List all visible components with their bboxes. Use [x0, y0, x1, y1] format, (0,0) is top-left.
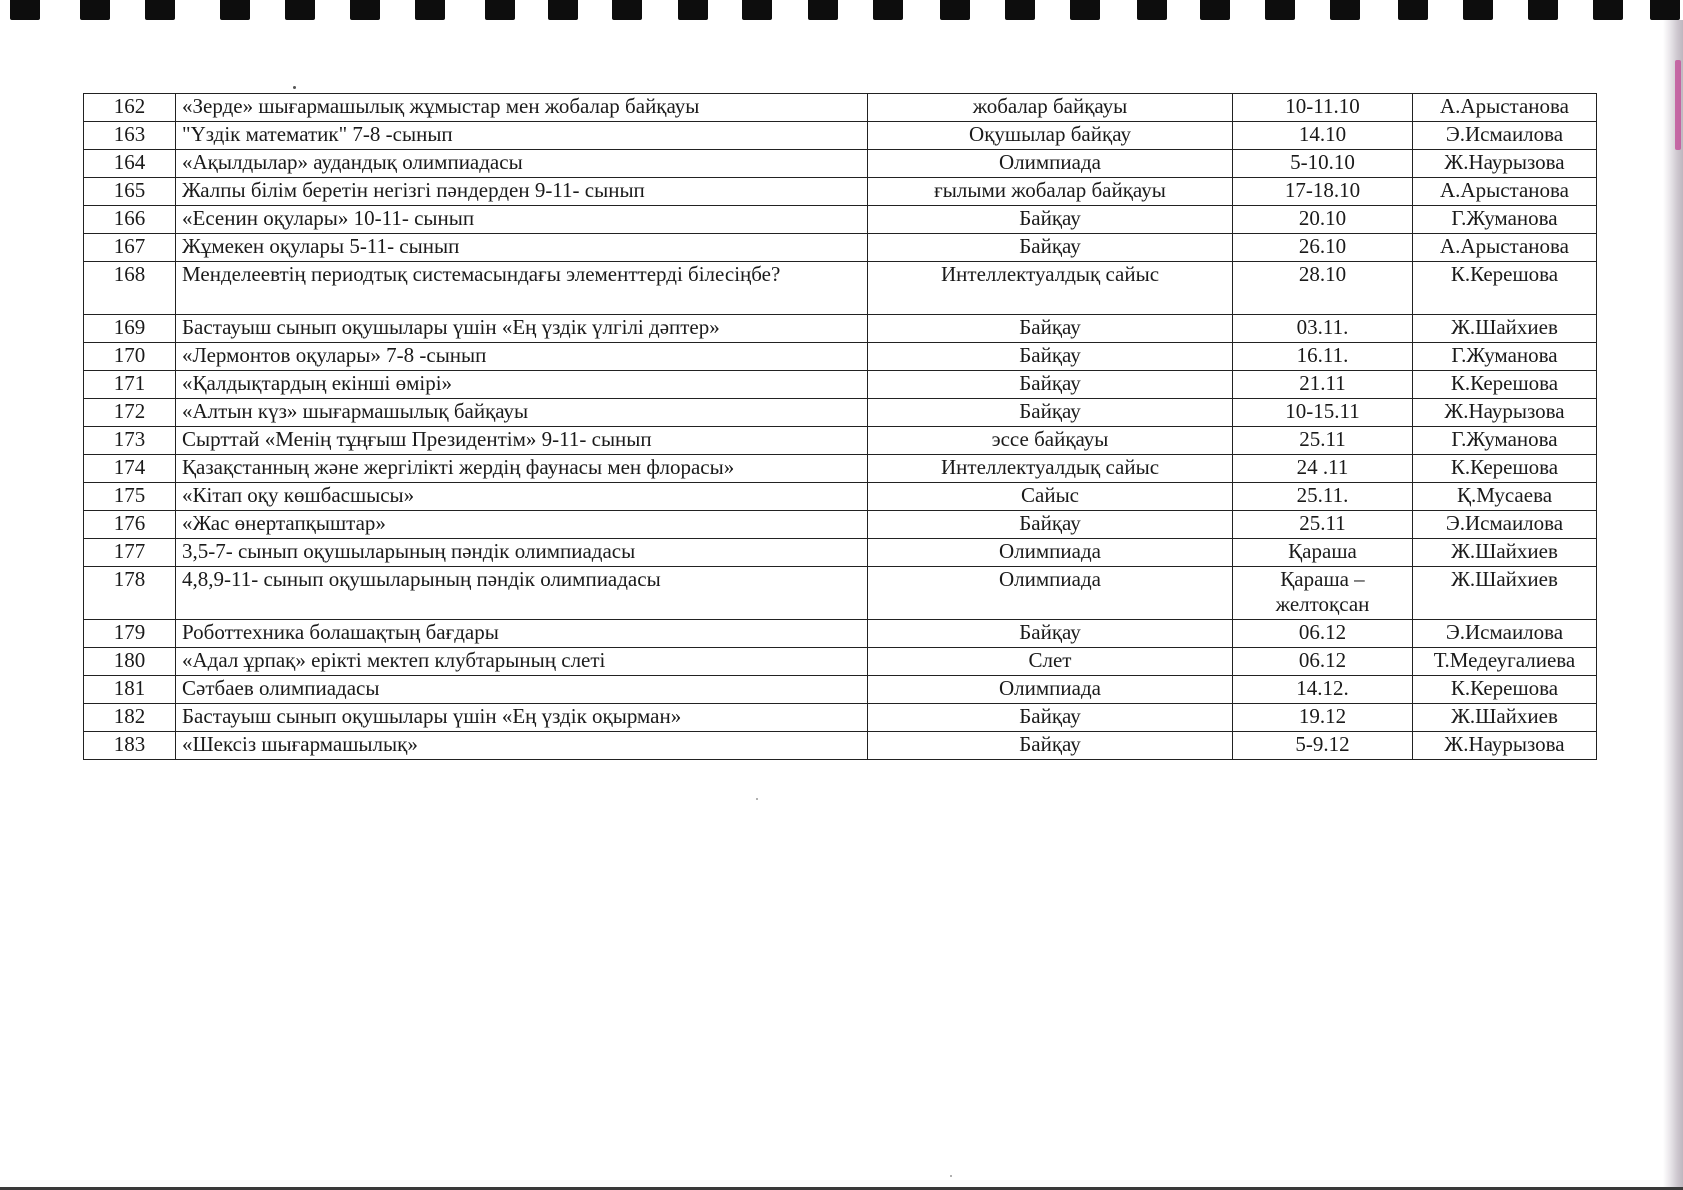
binding-hole: [742, 0, 772, 20]
event-name-cell: «Қалдықтардың екінші өмірі»: [176, 371, 868, 399]
event-name-cell: «Адал ұрпақ» ерікті мектеп клубтарының слеті: [176, 648, 868, 676]
event-date-cell: 28.10: [1233, 262, 1413, 315]
row-number-cell: 177: [84, 539, 176, 567]
event-date-cell: 26.10: [1233, 234, 1413, 262]
event-type-cell: жобалар байқауы: [868, 94, 1233, 122]
row-number-cell: 169: [84, 315, 176, 343]
binding-holes: [0, 0, 1683, 24]
row-number-cell: 164: [84, 150, 176, 178]
row-number-cell: 166: [84, 206, 176, 234]
table-row: [84, 620, 1597, 648]
event-name-cell: Менделеевтің периодтық системасындағы элементтерді білесіңбе?: [176, 262, 868, 315]
event-date-cell: 14.10: [1233, 122, 1413, 150]
binding-hole: [873, 0, 903, 20]
event-name-cell: «Шексіз шығармашылық»: [176, 732, 868, 760]
event-date-cell: 20.10: [1233, 206, 1413, 234]
binding-hole: [1137, 0, 1167, 20]
event-type-cell: ғылыми жобалар байқауы: [868, 178, 1233, 206]
event-name-cell: «Лермонтов оқулары» 7-8 -сынып: [176, 343, 868, 371]
binding-hole: [415, 0, 445, 20]
responsible-person-cell: А.Арыстанова: [1413, 94, 1597, 122]
event-date-cell: 06.12: [1233, 620, 1413, 648]
binding-hole: [1650, 0, 1680, 20]
binding-hole: [1528, 0, 1558, 20]
event-date-cell: 25.11: [1233, 511, 1413, 539]
event-name-cell: Роботтехника болашақтың бағдары: [176, 620, 868, 648]
events-table: [83, 93, 1597, 760]
binding-hole: [145, 0, 175, 20]
responsible-person-cell: К.Керешова: [1413, 676, 1597, 704]
table-row: [84, 206, 1597, 234]
row-number-cell: 173: [84, 427, 176, 455]
event-name-cell: Жұмекен оқулары 5-11- сынып: [176, 234, 868, 262]
binding-hole: [808, 0, 838, 20]
row-number-cell: 175: [84, 483, 176, 511]
event-type-cell: Оқушылар байқау: [868, 122, 1233, 150]
event-name-cell: «Кітап оқу көшбасшысы»: [176, 483, 868, 511]
scan-speck: [756, 798, 758, 800]
table-row: [84, 262, 1597, 315]
event-date-cell: 10-15.11: [1233, 399, 1413, 427]
responsible-person-cell: Э.Исмаилова: [1413, 511, 1597, 539]
event-type-cell: Олимпиада: [868, 539, 1233, 567]
event-name-cell: «Зерде» шығармашылық жұмыстар мен жобалар байқауы: [176, 94, 868, 122]
event-name-cell: 4,8,9-11- сынып оқушыларының пәндік олимпиадасы: [176, 567, 868, 620]
responsible-person-cell: Г.Жуманова: [1413, 343, 1597, 371]
responsible-person-cell: Ж.Наурызова: [1413, 150, 1597, 178]
row-number-cell: 172: [84, 399, 176, 427]
event-name-cell: «Ақылдылар» аудандық олимпиадасы: [176, 150, 868, 178]
table-row: [84, 676, 1597, 704]
row-number-cell: 163: [84, 122, 176, 150]
binding-hole: [350, 0, 380, 20]
event-type-cell: Байқау: [868, 704, 1233, 732]
row-number-cell: 178: [84, 567, 176, 620]
binding-hole: [10, 0, 40, 20]
binding-hole: [1005, 0, 1035, 20]
event-date-cell: 03.11.: [1233, 315, 1413, 343]
responsible-person-cell: К.Керешова: [1413, 371, 1597, 399]
row-number-cell: 181: [84, 676, 176, 704]
binding-hole: [485, 0, 515, 20]
row-number-cell: 165: [84, 178, 176, 206]
binding-hole: [1398, 0, 1428, 20]
event-name-cell: Жалпы білім беретін негізгі пәндерден 9-11- сынып: [176, 178, 868, 206]
table-row: [84, 539, 1597, 567]
table-row: [84, 178, 1597, 206]
event-type-cell: Байқау: [868, 732, 1233, 760]
event-date-cell: 14.12.: [1233, 676, 1413, 704]
scan-speck: [950, 1175, 952, 1177]
responsible-person-cell: Ж.Шайхиев: [1413, 315, 1597, 343]
event-type-cell: Олимпиада: [868, 676, 1233, 704]
event-name-cell: «Жас өнертапқыштар»: [176, 511, 868, 539]
row-number-cell: 176: [84, 511, 176, 539]
row-number-cell: 170: [84, 343, 176, 371]
responsible-person-cell: К.Керешова: [1413, 262, 1597, 315]
row-number-cell: 182: [84, 704, 176, 732]
table-row: [84, 234, 1597, 262]
responsible-person-cell: Қ.Мусаева: [1413, 483, 1597, 511]
table-row: [84, 455, 1597, 483]
table-row: [84, 399, 1597, 427]
page-edge-mark: [1675, 60, 1681, 150]
event-name-cell: Бастауыш сынып оқушылары үшін «Ең үздік оқырман»: [176, 704, 868, 732]
event-type-cell: Байқау: [868, 371, 1233, 399]
event-type-cell: Байқау: [868, 343, 1233, 371]
table-row: [84, 483, 1597, 511]
binding-hole: [220, 0, 250, 20]
event-name-cell: Сырттай «Менің тұңғыш Президентім» 9-11- сынып: [176, 427, 868, 455]
event-type-cell: Олимпиада: [868, 567, 1233, 620]
binding-hole: [80, 0, 110, 20]
responsible-person-cell: Ж.Наурызова: [1413, 399, 1597, 427]
row-number-cell: 171: [84, 371, 176, 399]
table-row: [84, 567, 1597, 620]
binding-hole: [1200, 0, 1230, 20]
event-date-cell: 16.11.: [1233, 343, 1413, 371]
event-type-cell: Слет: [868, 648, 1233, 676]
binding-hole: [940, 0, 970, 20]
event-type-cell: Байқау: [868, 234, 1233, 262]
responsible-person-cell: Г.Жуманова: [1413, 427, 1597, 455]
event-date-cell: Қараша – желтоқсан: [1233, 567, 1413, 620]
event-type-cell: Байқау: [868, 399, 1233, 427]
event-date-cell: 10-11.10: [1233, 94, 1413, 122]
binding-hole: [548, 0, 578, 20]
event-type-cell: Байқау: [868, 206, 1233, 234]
binding-hole: [678, 0, 708, 20]
binding-hole: [1593, 0, 1623, 20]
row-number-cell: 168: [84, 262, 176, 315]
table-row: [84, 704, 1597, 732]
binding-hole: [612, 0, 642, 20]
responsible-person-cell: К.Керешова: [1413, 455, 1597, 483]
event-name-cell: "Үздік математик" 7-8 -сынып: [176, 122, 868, 150]
table-row: [84, 94, 1597, 122]
event-type-cell: Байқау: [868, 620, 1233, 648]
event-date-cell: 25.11.: [1233, 483, 1413, 511]
event-type-cell: Сайыс: [868, 483, 1233, 511]
responsible-person-cell: Ж.Шайхиев: [1413, 567, 1597, 620]
event-type-cell: Байқау: [868, 511, 1233, 539]
table-row: [84, 427, 1597, 455]
table-row: [84, 511, 1597, 539]
binding-hole: [1330, 0, 1360, 20]
event-name-cell: «Алтын күз» шығармашылық байқауы: [176, 399, 868, 427]
event-type-cell: Байқау: [868, 315, 1233, 343]
event-date-cell: 25.11: [1233, 427, 1413, 455]
binding-hole: [1463, 0, 1493, 20]
event-type-cell: эссе байқауы: [868, 427, 1233, 455]
event-date-cell: 06.12: [1233, 648, 1413, 676]
table-row: [84, 371, 1597, 399]
event-type-cell: Интеллектуалдық сайыс: [868, 262, 1233, 315]
responsible-person-cell: Э.Исмаилова: [1413, 620, 1597, 648]
table-row: [84, 315, 1597, 343]
binding-hole: [1265, 0, 1295, 20]
scan-speck: [293, 86, 296, 89]
responsible-person-cell: А.Арыстанова: [1413, 178, 1597, 206]
row-number-cell: 183: [84, 732, 176, 760]
event-type-cell: Интеллектуалдық сайыс: [868, 455, 1233, 483]
events-table-body: [84, 94, 1597, 760]
event-date-cell: 21.11: [1233, 371, 1413, 399]
event-date-cell: 17-18.10: [1233, 178, 1413, 206]
event-name-cell: Бастауыш сынып оқушылары үшін «Ең үздік үлгілі дәптер»: [176, 315, 868, 343]
table-row: [84, 122, 1597, 150]
row-number-cell: 179: [84, 620, 176, 648]
event-type-cell: Олимпиада: [868, 150, 1233, 178]
row-number-cell: 167: [84, 234, 176, 262]
page-edge-shadow: [1663, 20, 1683, 1190]
row-number-cell: 174: [84, 455, 176, 483]
event-date-cell: 24 .11: [1233, 455, 1413, 483]
event-name-cell: Қазақстанның және жергілікті жердің фаунасы мен флорасы»: [176, 455, 868, 483]
event-name-cell: Сәтбаев олимпиадасы: [176, 676, 868, 704]
binding-hole: [285, 0, 315, 20]
event-date-cell: 19.12: [1233, 704, 1413, 732]
responsible-person-cell: А.Арыстанова: [1413, 234, 1597, 262]
responsible-person-cell: Ж.Шайхиев: [1413, 539, 1597, 567]
table-row: [84, 648, 1597, 676]
responsible-person-cell: Т.Медеугалиева: [1413, 648, 1597, 676]
event-date-cell: 5-10.10: [1233, 150, 1413, 178]
binding-hole: [1070, 0, 1100, 20]
responsible-person-cell: Г.Жуманова: [1413, 206, 1597, 234]
row-number-cell: 180: [84, 648, 176, 676]
table-row: [84, 732, 1597, 760]
event-name-cell: 3,5-7- сынып оқушыларының пәндік олимпиадасы: [176, 539, 868, 567]
responsible-person-cell: Э.Исмаилова: [1413, 122, 1597, 150]
event-name-cell: «Есенин оқулары» 10-11- сынып: [176, 206, 868, 234]
table-row: [84, 150, 1597, 178]
table-row: [84, 343, 1597, 371]
responsible-person-cell: Ж.Наурызова: [1413, 732, 1597, 760]
responsible-person-cell: Ж.Шайхиев: [1413, 704, 1597, 732]
event-date-cell: Қараша: [1233, 539, 1413, 567]
event-date-cell: 5-9.12: [1233, 732, 1413, 760]
row-number-cell: 162: [84, 94, 176, 122]
